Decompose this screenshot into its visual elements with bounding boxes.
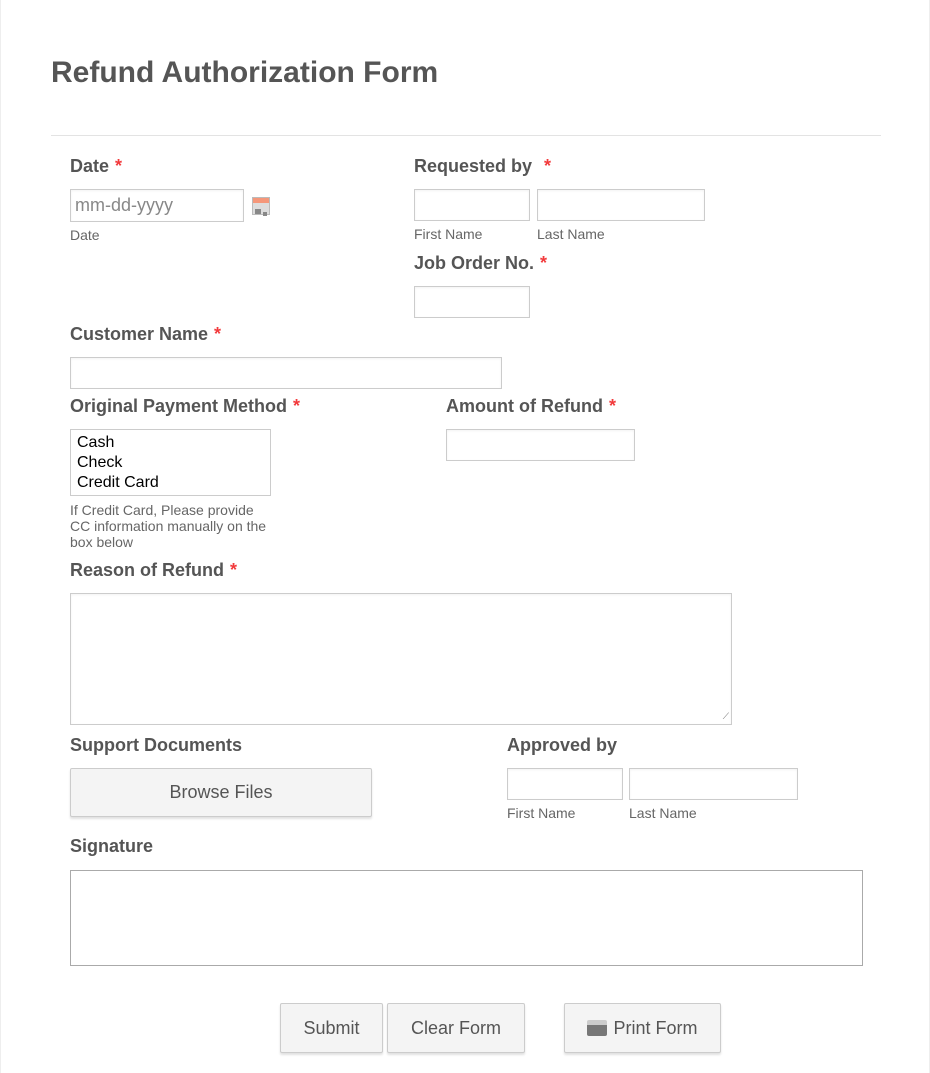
first-name-sublabel: First Name: [414, 226, 483, 242]
date-placeholder: mm-dd-yyyy: [75, 195, 173, 215]
requested-by-label: Requested by *: [414, 156, 552, 176]
requested-first-name-input[interactable]: [414, 189, 530, 221]
payment-help-text: If Credit Card, Please provide CC information manually on the box below: [70, 502, 267, 550]
submit-button[interactable]: Submit: [280, 1003, 383, 1053]
customer-name-label: Customer Name *: [70, 324, 222, 344]
approved-last-sublabel: Last Name: [629, 805, 697, 821]
job-order-input[interactable]: [414, 286, 530, 318]
page-title: Refund Authorization Form: [51, 56, 439, 89]
printer-icon: [587, 1020, 607, 1036]
customer-name-input[interactable]: [70, 357, 502, 389]
date-sublabel: Date: [70, 227, 100, 243]
job-order-label: Job Order No. *: [414, 253, 548, 273]
reason-label: Reason of Refund *: [70, 560, 238, 580]
print-form-label: Print Form: [613, 1017, 698, 1038]
amount-label: Amount of Refund *: [446, 396, 616, 416]
option-cash[interactable]: Cash: [77, 434, 115, 451]
browse-files-button[interactable]: Browse Files: [70, 768, 372, 817]
divider: [51, 135, 881, 136]
approved-first-sublabel: First Name: [507, 805, 576, 821]
payment-method-label: Original Payment Method *: [70, 396, 301, 416]
amount-input[interactable]: [446, 429, 635, 461]
support-documents-label: Support Documents: [70, 735, 243, 755]
signature-pad[interactable]: [70, 870, 863, 966]
reason-textarea[interactable]: [70, 593, 732, 725]
calendar-icon[interactable]: [252, 197, 270, 215]
option-check[interactable]: Check: [77, 454, 123, 471]
option-credit-card[interactable]: Credit Card: [77, 474, 159, 491]
signature-label: Signature: [70, 836, 154, 856]
clear-form-button[interactable]: Clear Form: [387, 1003, 525, 1053]
date-label: Date *: [70, 156, 123, 176]
print-form-button[interactable]: [564, 1003, 721, 1053]
last-name-sublabel: Last Name: [537, 226, 605, 242]
date-input[interactable]: [70, 189, 244, 222]
approved-by-label: Approved by: [507, 735, 618, 755]
resize-handle-icon[interactable]: ⟋: [722, 711, 729, 721]
requested-last-name-input[interactable]: [537, 189, 705, 221]
payment-method-listbox[interactable]: [70, 429, 271, 496]
approved-first-name-input[interactable]: [507, 768, 623, 800]
approved-last-name-input[interactable]: [629, 768, 798, 800]
